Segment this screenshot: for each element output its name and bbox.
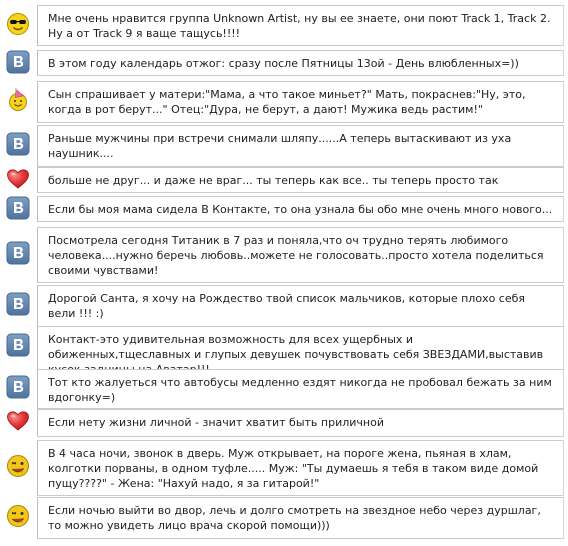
quote-text: В этом году календарь отжог: сразу после Пятницы 13ой - День влюбленных=))	[37, 50, 564, 76]
smiley-sunglasses-icon	[0, 12, 35, 36]
vk-logo-icon	[0, 196, 35, 220]
quote-text: Дорогой Санта, я хочу на Рождество твой список мальчиков, которые плохо себя вели !!! :)	[37, 285, 564, 327]
quote-text: Тот кто жалуеться что автобусы медленно ездят никогда не пробовал бежать за ним вдогонку=)	[37, 369, 564, 409]
vk-logo-icon	[0, 292, 35, 316]
smiley-drunk-icon	[0, 504, 35, 528]
quote-text: Если ночью выйти во двор, лечь и долго смотреть на звездное небо через дуршлаг, то можно увидеть лицо врача скорой помощи)))	[37, 497, 564, 539]
vk-logo-icon	[0, 375, 35, 399]
vk-logo-icon	[0, 241, 35, 265]
feed-item	[0, 167, 564, 193]
feed-item	[0, 5, 564, 46]
quote-text: Если бы моя мама сидела В Контакте, то она узнала бы обо мне очень много нового...	[37, 196, 564, 222]
vk-logo-icon	[0, 50, 35, 74]
vk-logo-icon	[0, 333, 35, 357]
feed-item	[0, 285, 564, 327]
quote-text: Если нету жизни личной - значит хватит быть приличной	[37, 409, 564, 437]
quote-text: Контакт-это удивительная возможность для всех ущербных и обиженных,тщеславных и глупых девушек почувствовать себя ЗВЕЗДАМИ,выставив	[37, 326, 564, 381]
quote-text: Мне очень нравится группа Unknown Artist, ну вы ее знаете, они поют Track 1, Track 2. Ну а от Track 9 я ваще тащусь!!!!	[37, 5, 564, 46]
feed-item	[0, 409, 564, 437]
quote-text: Посмотрела сегодня Титаник в 7 раз и поняла,что оч трудно терять любимого человека....нужно беречь любовь..можете не голосовать..просто хотела поделиться своими чувствами!	[37, 227, 564, 283]
vk-logo-icon	[0, 132, 35, 156]
feed-item	[0, 81, 564, 123]
quote-text: больше не друг... и даже не враг... ты теперь как все.. ты теперь просто так	[37, 167, 564, 193]
feed-item	[0, 125, 564, 167]
smiley-drunk-icon	[0, 454, 35, 478]
heart-icon	[0, 167, 35, 191]
feed-item	[0, 497, 564, 539]
feed-item	[0, 440, 564, 496]
feed-item	[0, 369, 564, 409]
quote-text: В 4 часа ночи, звонок в дверь. Муж открывает, на пороге жена, пьяная в хлам, колготки порваны, в одном туфле..... Муж: "Ты думаешь я тебя в таком виде домой пущу????" - Жена: "Нахуй надо, я за гитарой!"	[37, 440, 564, 496]
quote-text: Сын спрашивает у матери:"Мама, а что такое миньет?" Мать, покраснев:"Ну, это, когда в рот берут..." Отец:"Дура, не берут, а дают! Мужика ведь растим!"	[37, 81, 564, 123]
quote-text: Раньше мужчины при встречи снимали шляпу......А теперь вытаскивают из уха наушник....	[37, 125, 564, 167]
smiley-party-hat-icon	[0, 88, 35, 112]
feed-item	[0, 50, 564, 76]
feed-item	[0, 227, 564, 283]
feed-item	[0, 196, 564, 222]
heart-icon	[0, 409, 35, 433]
